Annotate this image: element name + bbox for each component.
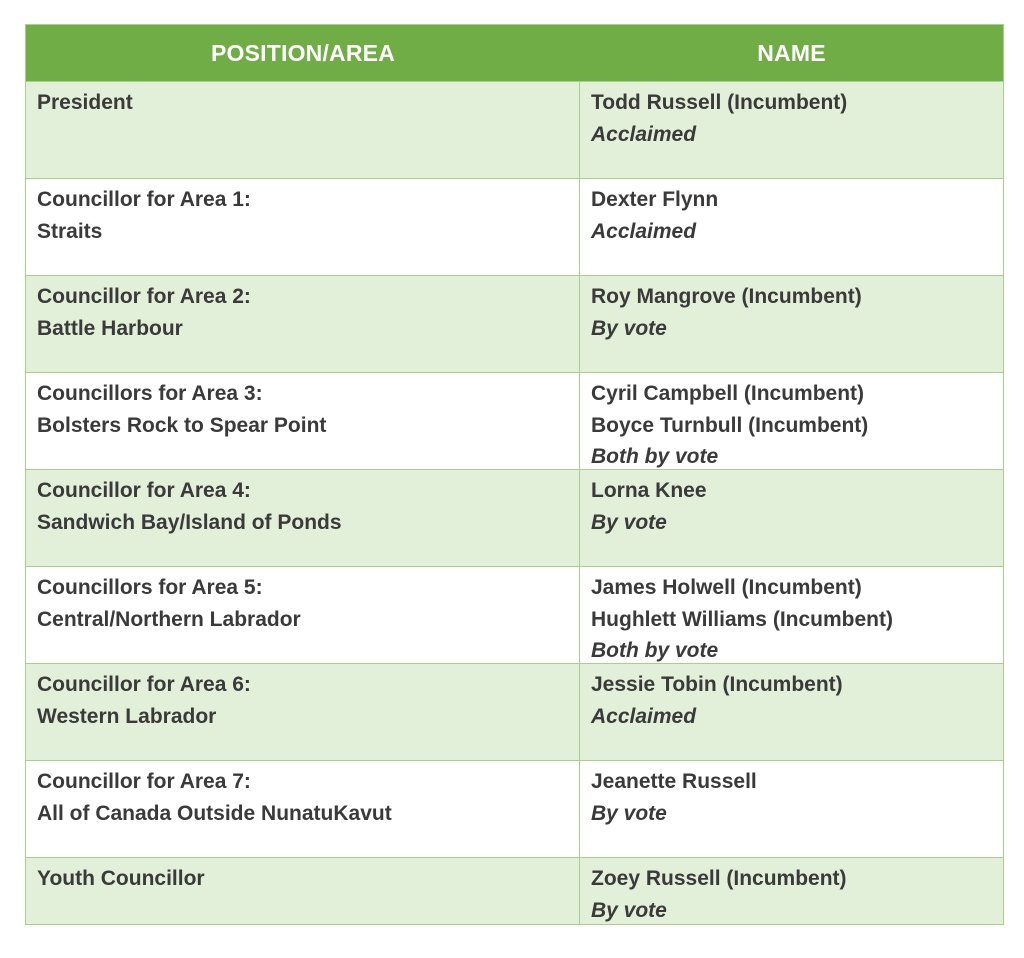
candidate-name: James Holwell (Incumbent): [591, 576, 862, 599]
name-cell: [580, 567, 1003, 663]
position-title: Youth Councillor: [37, 867, 205, 890]
table-row: [26, 566, 1003, 663]
candidate-name: Hughlett Williams (Incumbent): [591, 607, 893, 631]
area-name: Central/Northern Labrador: [37, 607, 301, 631]
position-title: Councillors for Area 3:: [37, 382, 263, 405]
position-cell: [26, 664, 580, 760]
candidate-name: Roy Mangrove (Incumbent): [591, 285, 862, 308]
name-column-header: NAME: [757, 39, 826, 66]
name-cell: [580, 664, 1003, 760]
position-cell: [26, 179, 580, 275]
area-name: All of Canada Outside NunatuKavut: [37, 801, 392, 825]
name-cell: [580, 858, 1003, 924]
candidate-name: Jessie Tobin (Incumbent): [591, 673, 843, 696]
name-cell: [580, 470, 1003, 566]
position-cell: [26, 82, 580, 178]
position-cell: [26, 761, 580, 857]
candidate-name: Boyce Turnbull (Incumbent): [591, 413, 869, 437]
table-row: [26, 469, 1003, 566]
position-title: Councillors for Area 5:: [37, 576, 263, 599]
candidate-name: Lorna Knee: [591, 479, 707, 502]
result-note: By vote: [591, 801, 667, 825]
area-name: Straits: [37, 219, 103, 243]
position-title: Councillor for Area 2:: [37, 285, 251, 308]
position-title: Councillor for Area 6:: [37, 673, 251, 696]
name-cell: [580, 276, 1003, 372]
result-note: Both by vote: [591, 445, 719, 468]
candidate-name: Todd Russell (Incumbent): [591, 91, 848, 114]
result-note: Acclaimed: [591, 219, 697, 243]
name-cell: [580, 373, 1003, 469]
table-row: [26, 760, 1003, 857]
area-name: Western Labrador: [37, 704, 217, 728]
table-row: [26, 372, 1003, 469]
position-cell: [26, 567, 580, 663]
position-title: Councillor for Area 7:: [37, 770, 251, 793]
name-cell: [580, 761, 1003, 857]
position-title: Councillor for Area 4:: [37, 479, 251, 502]
name-cell: [580, 82, 1003, 178]
position-cell: [26, 470, 580, 566]
candidate-name: Jeanette Russell: [591, 770, 757, 793]
table-row: [26, 81, 1003, 178]
result-note: Acclaimed: [591, 122, 697, 146]
table-row: [26, 663, 1003, 760]
area-name: Bolsters Rock to Spear Point: [37, 413, 327, 437]
candidate-name: Cyril Campbell (Incumbent): [591, 382, 865, 405]
area-name: Sandwich Bay/Island of Ponds: [37, 510, 342, 534]
result-note: By vote: [591, 316, 667, 340]
position-title: Councillor for Area 1:: [37, 188, 251, 211]
area-name: Battle Harbour: [37, 316, 183, 340]
position-cell: [26, 276, 580, 372]
name-cell: [580, 179, 1003, 275]
election-results-table: [25, 24, 1004, 925]
table-row: [26, 857, 1003, 924]
result-note: By vote: [591, 898, 667, 922]
candidate-name: Dexter Flynn: [591, 188, 719, 211]
table-body: [26, 81, 1003, 924]
table-row: [26, 275, 1003, 372]
position-column-header: POSITION/AREA: [210, 39, 396, 66]
position-cell: [26, 373, 580, 469]
table-header: [26, 25, 1003, 81]
result-note: Acclaimed: [591, 704, 697, 728]
candidate-name: Zoey Russell (Incumbent): [591, 867, 847, 890]
result-note: Both by vote: [591, 639, 719, 662]
result-note: By vote: [591, 510, 667, 534]
position-cell: [26, 858, 580, 924]
position-title: President: [37, 91, 133, 114]
table-row: [26, 178, 1003, 275]
